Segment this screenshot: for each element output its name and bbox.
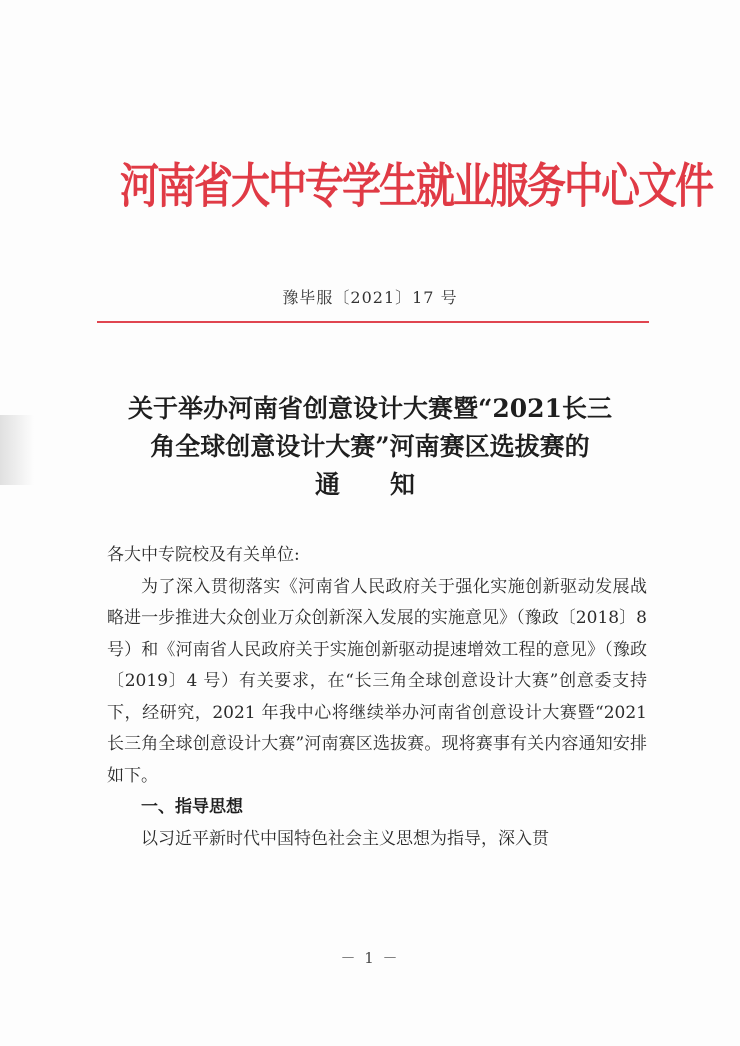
paragraph-intro: 为了深入贯彻落实《河南省人民政府关于强化实施创新驱动发展战略进一步推进大众创业万众创新深入发展的实施意见》（豫政〔2018〕8 号）和《河南省人民政府关于实施创新驱动提速增效工程的意见》（豫政〔2019〕4 号）有关要求，在“长三角全球创意设计大赛”创意委支持下，经研究，2021 年我中心将继续举办河南省创意设计大赛暨“2021 长三角全球创意设计大赛”河南赛区选拔赛。现将赛事有关内容通知安排如下。 bbox=[107, 576, 647, 786]
notice-title bbox=[0, 390, 740, 504]
document-body bbox=[107, 540, 647, 855]
title-line-1: 关于举办河南省创意设计大赛暨“2021长三 bbox=[128, 394, 612, 423]
title-line-2: 角全球创意设计大赛”河南赛区选拔赛的 bbox=[150, 432, 590, 461]
section-heading-guiding-ideology: 一、指导思想 bbox=[141, 797, 243, 817]
masthead-title: 河南省大中专学生就业服务中心文件 bbox=[120, 159, 713, 215]
paragraph-guiding-ideology: 以习近平新时代中国特色社会主义思想为指导，深入贯 bbox=[141, 828, 549, 849]
salutation: 各大中专院校及有关单位: bbox=[107, 545, 300, 565]
title-line-3: 通知 bbox=[314, 470, 465, 499]
page-number: － 1 － bbox=[340, 949, 400, 967]
document-number: 豫毕服〔2021〕17 号 bbox=[282, 288, 458, 307]
red-divider-line bbox=[97, 321, 649, 323]
